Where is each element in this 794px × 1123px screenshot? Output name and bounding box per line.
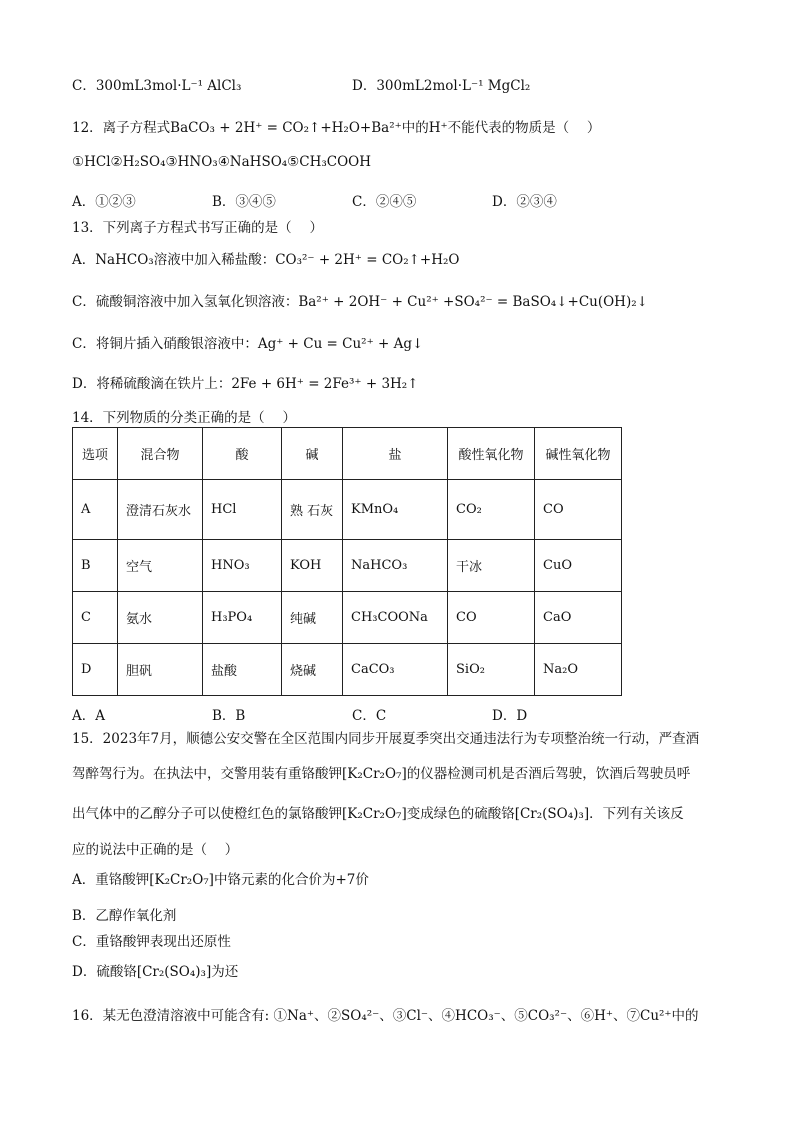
q15-stem-line2: 驾醉驾行为。在执法中，交警用装有重铬酸钾[K₂Cr₂O₇]的仪器检测司机是否酒后驾驶，饮酒后驾驶员呼: [72, 766, 691, 782]
table-cell: D: [73, 644, 118, 696]
table-cell: CO: [448, 592, 535, 644]
table-row: [73, 592, 622, 644]
table-cell: HCl: [203, 480, 282, 540]
table-cell: 澄清石灰水: [118, 480, 203, 540]
table-cell: H₃PO₄: [203, 592, 282, 644]
q15-option-b: B．乙醇作氧化剂: [72, 908, 177, 924]
q14-option-c: C．C: [352, 708, 387, 724]
q12-option-b: B．③④⑤: [212, 194, 276, 210]
q12-option-d: D．②③④: [492, 194, 557, 210]
table-cell: B: [73, 540, 118, 592]
table-header-cell: 酸性氧化物: [448, 428, 535, 480]
classification-table: [72, 427, 622, 696]
table-cell: CuO: [535, 540, 622, 592]
q14-option-a: A．A: [72, 708, 105, 724]
table-cell: KOH: [282, 540, 343, 592]
q13-option-c2: C．将铜片插入硝酸银溶液中：Ag⁺ + Cu = Cu²⁺ + Ag↓: [72, 336, 424, 352]
table-row: [73, 540, 622, 592]
table-header-cell: 盐: [343, 428, 448, 480]
table-cell: A: [73, 480, 118, 540]
table-header-cell: 混合物: [118, 428, 203, 480]
q15-stem-line3: 出气体中的乙醇分子可以使橙红色的氯铬酸钾[K₂Cr₂O₇]变成绿色的硫酸铬[Cr₂(SO₄)₃]．下列有关该反: [72, 806, 684, 822]
q14-stem: 14．下列物质的分类正确的是（ ）: [72, 410, 296, 426]
table-cell: 烧碱: [282, 644, 343, 696]
q15-option-c: C．重铬酸钾表现出还原性: [72, 934, 231, 950]
table-cell: CO: [535, 480, 622, 540]
q12-substances: ①HCl②H₂SO₄③HNO₃④NaHSO₄⑤CH₃COOH: [72, 154, 372, 170]
q14-option-d: D．D: [492, 708, 528, 724]
q13-stem: 13．下列离子方程式书写正确的是（ ）: [72, 220, 323, 236]
q11-option-c: C．300mL3mol·L⁻¹ AlCl₃: [72, 78, 242, 94]
q15-option-a: A．重铬酸钾[K₂Cr₂O₇]中铬元素的化合价为+7价: [72, 872, 369, 888]
table-cell: SiO₂: [448, 644, 535, 696]
q11-option-d: D．300mL2mol·L⁻¹ MgCl₂: [352, 78, 531, 94]
table-header-cell: 碱: [282, 428, 343, 480]
table-header-cell: 碱性氧化物: [535, 428, 622, 480]
table-cell: 氨水: [118, 592, 203, 644]
table-cell: KMnO₄: [343, 480, 448, 540]
table-cell: 胆矾: [118, 644, 203, 696]
table-header-cell: 选项: [73, 428, 118, 480]
table-cell: 干冰: [448, 540, 535, 592]
q15-stem-line4: 应的说法中正确的是（ ）: [72, 842, 239, 858]
q15-stem-line1: 15．2023年7月，顺德公安交警在全区范围内同步开展夏季突出交通违法行为专项整治统一行动，严查酒: [72, 731, 700, 747]
table-header-cell: 酸: [203, 428, 282, 480]
q13-option-d: D．将稀硫酸滴在铁片上：2Fe + 6H⁺ = 2Fe³⁺ + 3H₂↑: [72, 376, 419, 392]
q12-option-a: A．①②③: [72, 194, 136, 210]
table-cell: CaO: [535, 592, 622, 644]
table-cell: NaHCO₃: [343, 540, 448, 592]
table-row: [73, 644, 622, 696]
q15-option-d: D．硫酸铬[Cr₂(SO₄)₃]为还: [72, 964, 239, 980]
q13-option-a: A．NaHCO₃溶液中加入稀盐酸：CO₃²⁻ + 2H⁺ = CO₂↑+H₂O: [72, 252, 460, 268]
q14-option-b: B．B: [212, 708, 246, 724]
table-cell: CO₂: [448, 480, 535, 540]
table-cell: CH₃COONa: [343, 592, 448, 644]
table-cell: 纯碱: [282, 592, 343, 644]
table-cell: 盐酸: [203, 644, 282, 696]
q16-stem-line1: 16．某无色澄清溶液中可能含有: ①Na⁺、②SO₄²⁻、③Cl⁻、④HCO₃⁻、⑤CO₃²⁻、⑥H⁺、⑦Cu²⁺中的: [72, 1008, 699, 1024]
table-cell: HNO₃: [203, 540, 282, 592]
table-header-row: [73, 428, 622, 480]
q12-option-c: C．②④⑤: [352, 194, 417, 210]
table-cell: 熟 石灰: [282, 480, 343, 540]
table-cell: 空气: [118, 540, 203, 592]
q13-option-c1: C．硫酸铜溶液中加入氢氧化钡溶液：Ba²⁺ + 2OH⁻ + Cu²⁺ +SO₄²⁻ = BaSO₄↓+Cu(OH)₂↓: [72, 294, 648, 310]
table-cell: C: [73, 592, 118, 644]
q12-stem: 12．离子方程式BaCO₃ + 2H⁺ = CO₂↑+H₂O+Ba²⁺中的H⁺不能代表的物质是（ ）: [72, 120, 601, 136]
table-cell: CaCO₃: [343, 644, 448, 696]
table-row: [73, 480, 622, 540]
table-cell: Na₂O: [535, 644, 622, 696]
